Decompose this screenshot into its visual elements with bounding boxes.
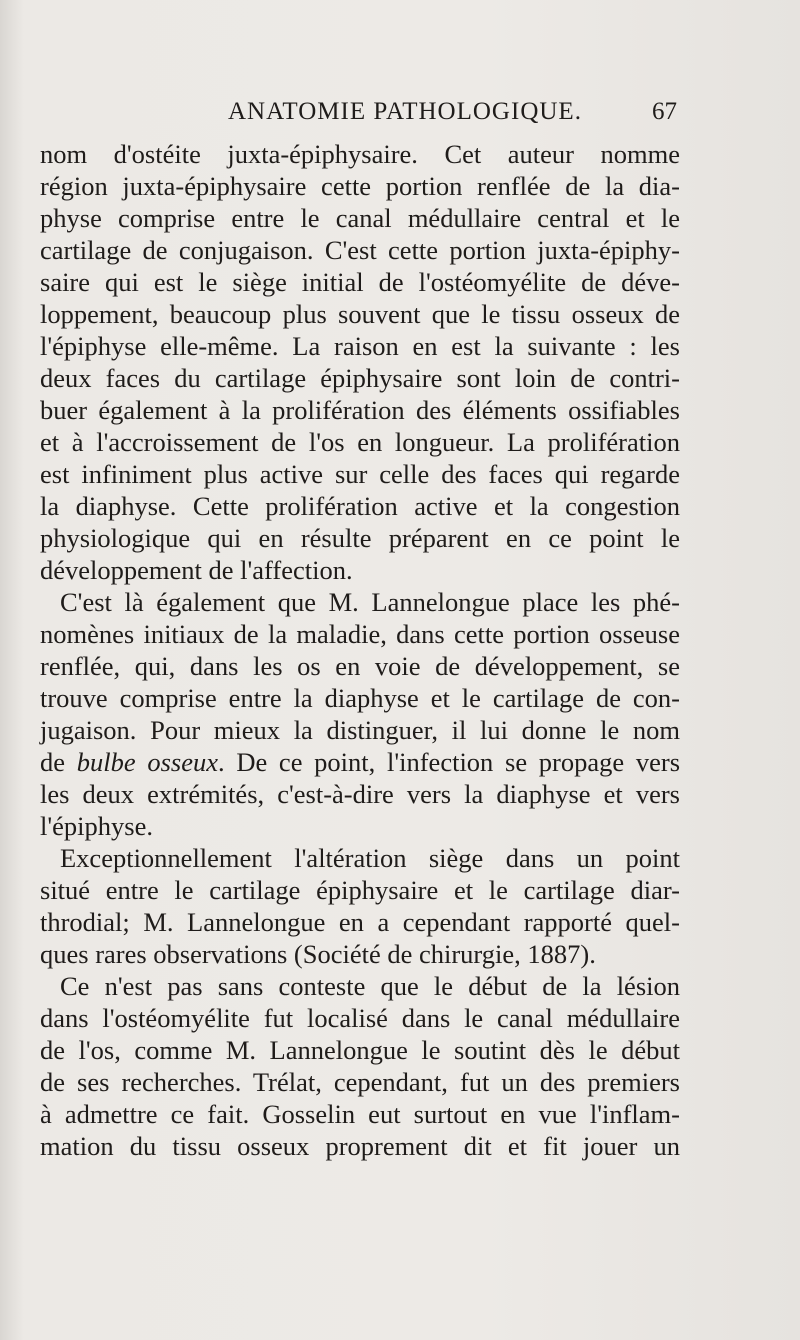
page-header <box>0 98 800 134</box>
text-line: est infiniment plus active sur celle des faces qui regarde <box>40 459 680 489</box>
text-line: buer également à la prolifération des éléments ossifiables <box>40 395 680 425</box>
text-line: la diaphyse. Cette prolifération active et la congestion <box>40 491 680 521</box>
line-segment: de <box>40 747 77 777</box>
italic-term: bulbe osseux <box>76 747 218 777</box>
text-line: renflée, qui, dans les os en voie de développement, se <box>40 651 680 681</box>
text-line: développement de l'affection. <box>40 555 353 585</box>
text-line: situé entre le cartilage épiphysaire et le cartilage diar- <box>40 875 680 905</box>
text-line: l'épiphyse elle-même. La raison en est la suivante : les <box>40 331 680 361</box>
text-line: loppement, beaucoup plus souvent que le tissu osseux de <box>40 299 680 329</box>
text-line: de ses recherches. Trélat, cependant, fut un des premiers <box>40 1067 680 1097</box>
text-line: deux faces du cartilage épiphysaire sont loin de contri- <box>40 363 680 393</box>
text-line: les deux extrémités, c'est-à-dire vers la diaphyse et vers <box>40 779 680 809</box>
text-line: à admettre ce fait. Gosselin eut surtout en vue l'inflam- <box>40 1099 680 1129</box>
text-line: et à l'accroissement de l'os en longueur. La prolifération <box>40 427 680 457</box>
text-line: l'épiphyse. <box>40 811 153 841</box>
text-line: jugaison. Pour mieux la distinguer, il lui donne le nom <box>40 715 680 745</box>
text-line: physe comprise entre le canal médullaire central et le <box>40 203 680 233</box>
text-line: saire qui est le siège initial de l'ostéomyélite de déve- <box>40 267 680 297</box>
text-line-with-italic <box>40 746 680 778</box>
text-line: physiologique qui en résulte préparent en ce point le <box>40 523 680 553</box>
text-line: dans l'ostéomyélite fut localisé dans le canal médullaire <box>40 1003 680 1033</box>
text-line: région juxta-épiphysaire cette portion renflée de la dia- <box>40 171 680 201</box>
text-line: Exceptionnellement l'altération siège dans un point <box>60 843 680 873</box>
page-number: 67 <box>652 98 677 125</box>
text-line: ques rares observations (Société de chirurgie, 1887). <box>40 939 596 969</box>
text-line: C'est là également que M. Lannelongue place les phé- <box>60 587 680 617</box>
text-line: nom d'ostéite juxta-épiphysaire. Cet auteur nomme <box>40 139 680 169</box>
text-line: mation du tissu osseux proprement dit et fit jouer un <box>40 1131 680 1161</box>
text-line: throdial; M. Lannelongue en a cependant rapporté quel- <box>40 907 680 937</box>
line-segment: . De ce point, l'infection se propage vers <box>217 747 681 777</box>
text-line: nomènes initiaux de la maladie, dans cette portion osseuse <box>40 619 680 649</box>
text-line: Ce n'est pas sans conteste que le début de la lésion <box>60 971 680 1001</box>
text-line: trouve comprise entre la diaphyse et le cartilage de con- <box>40 683 680 713</box>
text-line: de l'os, comme M. Lannelongue le soutint dès le début <box>40 1035 680 1065</box>
text-line: cartilage de conjugaison. C'est cette portion juxta-épiphy- <box>40 235 680 265</box>
running-title: ANATOMIE PATHOLOGIQUE. <box>228 98 582 125</box>
